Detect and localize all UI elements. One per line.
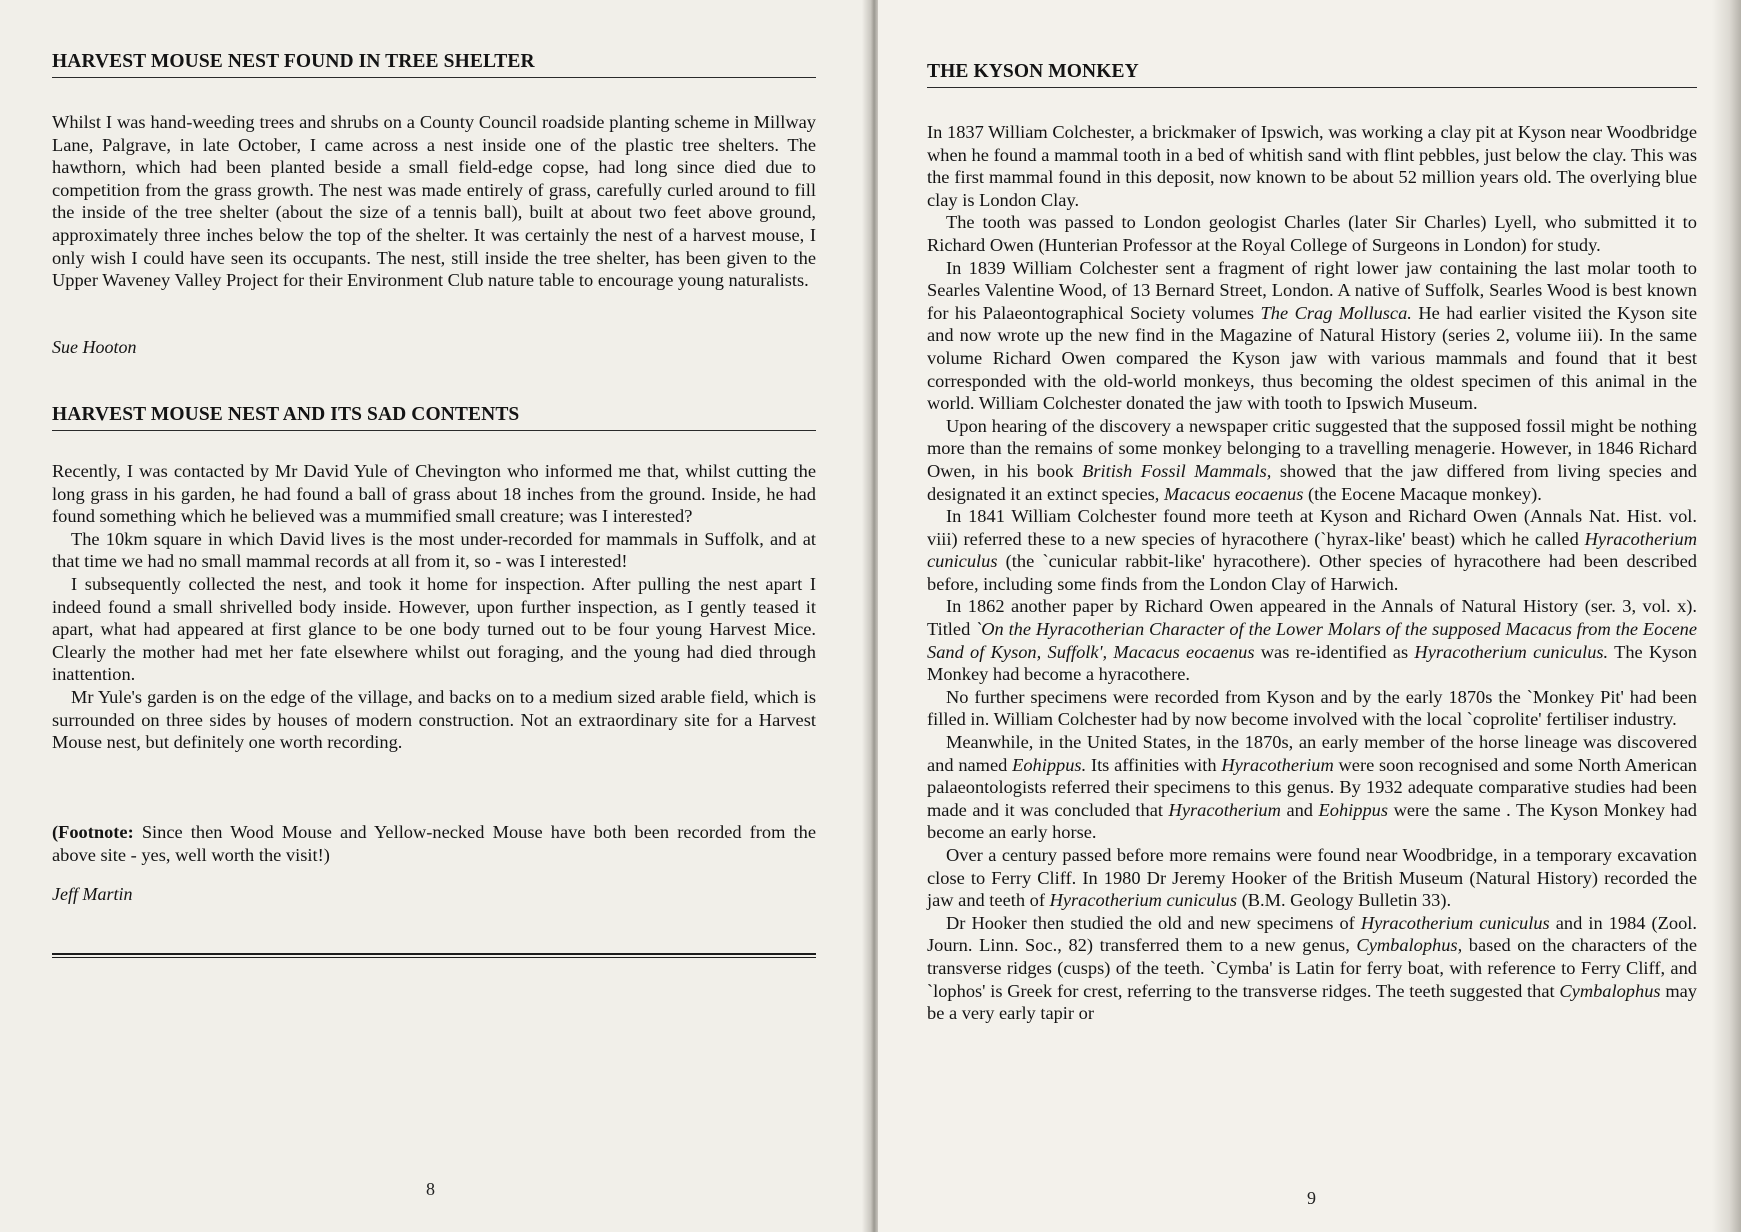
- right-page: [878, 0, 1741, 1232]
- article-body-sad-contents: [52, 460, 816, 754]
- page-edge-shadow: [1712, 0, 1741, 1232]
- paragraph: In 1862 another paper by Richard Owen appeared in the Annals of Natural History (ser. 3, vol. x). Titled `On the Hyracotherian Character of the Lower Molars of the supposed Macacus from the Eocene Sand of Kyson, Suffolk', Macacus eocaenus was re-identified as Hyracotherium cuniculus. The Kyson Monkey had become a hyracothere.: [927, 596, 1698, 685]
- paragraph: Upon hearing of the discovery a newspaper critic suggested that the supposed fossil might be nothing more than the remains of some monkey belonging to a travelling menagerie. However, in 1846 Richard Owen, in his book British Fossil Mammals, showed that the jaw differed from living species and designated it an extinct species, Macacus eocaenus (the Eocene Macaque monkey).: [927, 415, 1697, 504]
- section-divider: [52, 953, 816, 958]
- footnote: [52, 821, 816, 866]
- paragraph: The tooth was passed to London geologist Charles (later Sir Charles) Lyell, who submitted it to Richard Owen (Hunterian Professor at the Royal College of Surgeons in London) for study.: [927, 212, 1697, 255]
- paragraph: No further specimens were recorded from Kyson and by the early 1870s the `Monkey Pit' had been filled in. William Colchester had by now become involved with the local `coprolite' fertiliser industry.: [927, 686, 1697, 730]
- paragraph: Mr Yule's garden is on the edge of the village, and backs on to a medium sized arable field, which is surrounded on three sides by houses of modern construction. Not an extraordinary site for a Harvest Mouse nest, but definitely one worth recording.: [52, 686, 816, 753]
- article-body-kyson-monkey: [927, 121, 1697, 1025]
- paragraph: In 1839 William Colchester sent a fragment of right lower jaw containing the last molar tooth to Searles Valentine Wood, of 13 Bernard Street, London. A native of Suffolk, Searles Wood is best known for his Palaeontographical Society volumes The Crag Mollusca. He had earlier visited the Kyson site and now wrote up the new find in the Magazine of Natural History (series 2, volume iii). In the same volume Richard Owen compared the Kyson jaw with various mammals and found that it best corresponded with the old-world monkeys, thus becoming the oldest specimen of this animal in the world. William Colchester donated the jaw with tooth to Ipswich Museum.: [927, 257, 1697, 414]
- paragraph: Over a century passed before more remains were found near Woodbridge, in a temporary excavation close to Ferry Cliff. In 1980 Dr Jeremy Hooker of the British Museum (Natural History) recorded the jaw and teeth of Hyracotherium cuniculus (B.M. Geology Bulletin 33).: [927, 845, 1697, 911]
- article-title-kyson-monkey: THE KYSON MONKEY: [927, 61, 1697, 88]
- left-page: [0, 0, 868, 1232]
- paragraph: Meanwhile, in the United States, in the 1870s, an early member of the horse lineage was discovered and named Eohippus. Its affinities with Hyracotherium were soon recognised and some North American palaeontologists referred their specimens to this genus. By 1932 adequate comparative studies had been made and it was concluded that Hyracotherium and Eohippus were the same . The Kyson Monkey had become an early horse.: [927, 732, 1698, 843]
- page-number: 8: [426, 1179, 435, 1199]
- author-signature: Jeff Martin: [52, 884, 133, 904]
- paragraph: The 10km square in which David lives is the most under-recorded for mammals in Suffolk, and at that time we had no small mammal records at all from it, so - was I interested!: [52, 528, 816, 572]
- paragraph: I subsequently collected the nest, and took it home for inspection. After pulling the nest apart I indeed found a small shrivelled body inside. However, upon further inspection, as I gently teased it apart, what had appeared at first glance to be one body turned out to be four young Harvest Mice. Clearly the mother had met her fate elsewhere whilst out foraging, and the young had died through inattention.: [52, 573, 816, 685]
- article-title-sad-contents: HARVEST MOUSE NEST AND ITS SAD CONTENTS: [52, 404, 816, 431]
- footnote-text: Since then Wood Mouse and Yellow-necked Mouse have both been recorded from the above site - yes, well worth the visit!): [52, 822, 816, 865]
- article-title-tree-shelter: HARVEST MOUSE NEST FOUND IN TREE SHELTER: [52, 51, 816, 78]
- author-signature: Sue Hooton: [52, 337, 137, 357]
- paragraph: Recently, I was contacted by Mr David Yule of Chevington who informed me that, whilst cutting the long grass in his garden, he had found a ball of grass about 18 inches from the ground. Inside, he had found something which he believed was a mummified small creature; was I interested?: [52, 461, 816, 527]
- paragraph: In 1841 William Colchester found more teeth at Kyson and Richard Owen (Annals Nat. Hist. vol. viii) referred these to a new species of hyracothere (`hyrax-like' beast) which he called Hyracotherium cuniculus (the `cunicular rabbit-like' hyracothere). Other species of hyracothere had been described before, including some finds from the London Clay of Harwich.: [927, 506, 1697, 594]
- paragraph: Dr Hooker then studied the old and new specimens of Hyracotherium cuniculus and in 1984 (Zool. Journ. Linn. Soc., 82) transferred them to a new genus, Cymbalophus, based on the characters of the transverse ridges (cusps) of the teeth. `Cymba' is Latin for ferry boat, with reference to Ferry Cliff, and `lophos' is Greek for crest, referring to the transverse ridges. The teeth suggested that Cymbalophus may be a very early tapir or: [927, 912, 1697, 1024]
- page-number: 9: [1307, 1188, 1316, 1208]
- article-body-tree-shelter: Whilst I was hand-weeding trees and shrubs on a County Council roadside planting scheme in Millway Lane, Palgrave, in late October, I came across a nest inside one of the plastic tree shelters. The hawthorn, which had been planted beside a small field-edge copse, had long since died due to competition from the grass growth. The nest was made entirely of grass, carefully curled around to fill the inside of the tree shelter (about the size of a tennis ball), built at about two feet above ground, approximately three inches below the top of the shelter. It was certainly the nest of a harvest mouse, I only wish I could have seen its occupants. The nest, still inside the tree shelter, has been given to the Upper Waveney Valley Project for their Environment Club nature table to encourage young naturalists.: [52, 112, 816, 291]
- footnote-label: (Footnote:: [52, 822, 134, 842]
- paragraph: In 1837 William Colchester, a brickmaker of Ipswich, was working a clay pit at Kyson near Woodbridge when he found a mammal tooth in a bed of whitish sand with flint pebbles, just below the clay. This was the first mammal found in this deposit, now known to be about 52 million years old. The overlying blue clay is London Clay.: [927, 122, 1697, 210]
